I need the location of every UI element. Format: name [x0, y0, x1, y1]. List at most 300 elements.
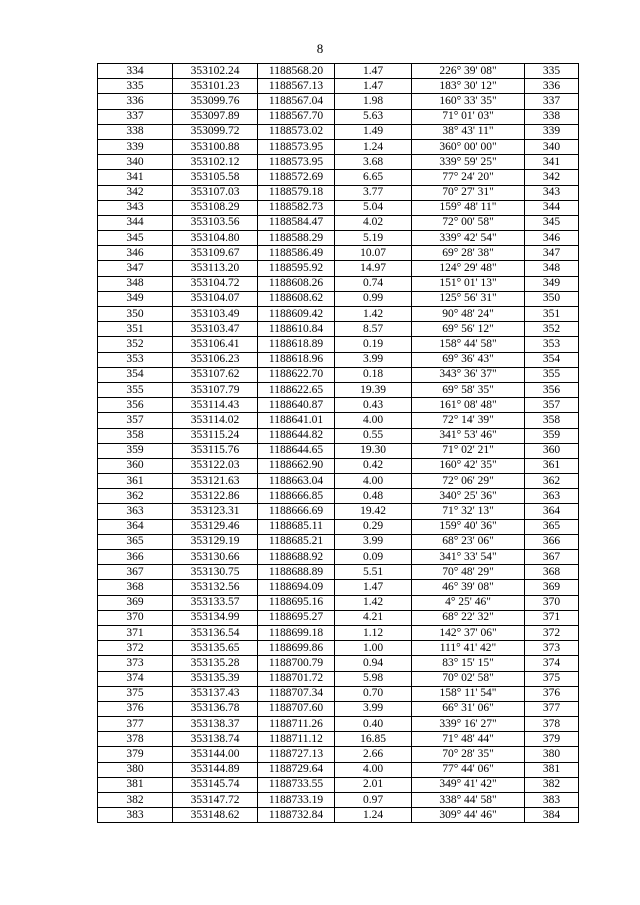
table-row — [98, 808, 579, 823]
bearing-cell: 69° 36' 43" — [412, 352, 525, 367]
x-coordinate-cell: 353107.62 — [173, 367, 258, 382]
bearing-cell: 71° 32' 13" — [412, 504, 525, 519]
distance-cell: 0.48 — [335, 489, 412, 504]
table-row — [98, 458, 579, 473]
next-point-cell: 368 — [525, 565, 579, 580]
y-coordinate-cell: 1188727.13 — [258, 747, 335, 762]
distance-cell: 0.55 — [335, 428, 412, 443]
x-coordinate-cell: 353133.57 — [173, 595, 258, 610]
x-coordinate-cell: 353129.46 — [173, 519, 258, 534]
table-row — [98, 717, 579, 732]
point-number-cell: 369 — [98, 595, 173, 610]
table-row — [98, 641, 579, 656]
table-row — [98, 413, 579, 428]
x-coordinate-cell: 353108.29 — [173, 200, 258, 215]
y-coordinate-cell: 1188641.01 — [258, 413, 335, 428]
distance-cell: 1.42 — [335, 307, 412, 322]
point-number-cell: 367 — [98, 565, 173, 580]
y-coordinate-cell: 1188588.29 — [258, 231, 335, 246]
x-coordinate-cell: 353130.75 — [173, 565, 258, 580]
distance-cell: 3.99 — [335, 352, 412, 367]
y-coordinate-cell: 1188568.20 — [258, 64, 335, 79]
x-coordinate-cell: 353113.20 — [173, 261, 258, 276]
next-point-cell: 339 — [525, 124, 579, 139]
distance-cell: 1.47 — [335, 580, 412, 595]
next-point-cell: 369 — [525, 580, 579, 595]
point-number-cell: 368 — [98, 580, 173, 595]
bearing-cell: 339° 59' 25" — [412, 155, 525, 170]
table-row — [98, 337, 579, 352]
point-number-cell: 375 — [98, 686, 173, 701]
x-coordinate-cell: 353104.07 — [173, 291, 258, 306]
y-coordinate-cell: 1188666.69 — [258, 504, 335, 519]
point-number-cell: 380 — [98, 762, 173, 777]
bearing-cell: 69° 56' 12" — [412, 322, 525, 337]
point-number-cell: 365 — [98, 534, 173, 549]
distance-cell: 0.94 — [335, 656, 412, 671]
distance-cell: 14.97 — [335, 261, 412, 276]
bearing-cell: 72° 14' 39" — [412, 413, 525, 428]
table-row — [98, 155, 579, 170]
x-coordinate-cell: 353147.72 — [173, 793, 258, 808]
table-row — [98, 307, 579, 322]
point-number-cell: 366 — [98, 550, 173, 565]
bearing-cell: 339° 42' 54" — [412, 231, 525, 246]
point-number-cell: 373 — [98, 656, 173, 671]
table-row — [98, 291, 579, 306]
distance-cell: 4.00 — [335, 474, 412, 489]
table-row — [98, 671, 579, 686]
x-coordinate-cell: 353104.80 — [173, 231, 258, 246]
point-number-cell: 364 — [98, 519, 173, 534]
x-coordinate-cell: 353144.89 — [173, 762, 258, 777]
bearing-cell: 68° 23' 06" — [412, 534, 525, 549]
table-row — [98, 625, 579, 640]
table-row — [98, 550, 579, 565]
x-coordinate-cell: 353105.58 — [173, 170, 258, 185]
x-coordinate-cell: 353144.00 — [173, 747, 258, 762]
bearing-cell: 77° 24' 20" — [412, 170, 525, 185]
distance-cell: 1.98 — [335, 94, 412, 109]
point-number-cell: 372 — [98, 641, 173, 656]
next-point-cell: 363 — [525, 489, 579, 504]
table-row — [98, 474, 579, 489]
point-number-cell: 383 — [98, 808, 173, 823]
x-coordinate-cell: 353106.23 — [173, 352, 258, 367]
distance-cell: 3.99 — [335, 701, 412, 716]
bearing-cell: 340° 25' 36" — [412, 489, 525, 504]
y-coordinate-cell: 1188688.92 — [258, 550, 335, 565]
y-coordinate-cell: 1188608.26 — [258, 276, 335, 291]
bearing-cell: 343° 36' 37" — [412, 367, 525, 382]
bearing-cell: 111° 41' 42" — [412, 641, 525, 656]
point-number-cell: 341 — [98, 170, 173, 185]
y-coordinate-cell: 1188608.62 — [258, 291, 335, 306]
point-number-cell: 353 — [98, 352, 173, 367]
next-point-cell: 359 — [525, 428, 579, 443]
distance-cell: 1.47 — [335, 64, 412, 79]
next-point-cell: 364 — [525, 504, 579, 519]
coordinates-table — [97, 63, 579, 823]
y-coordinate-cell: 1188701.72 — [258, 671, 335, 686]
y-coordinate-cell: 1188663.04 — [258, 474, 335, 489]
bearing-cell: 183° 30' 12" — [412, 79, 525, 94]
bearing-cell: 159° 48' 11" — [412, 200, 525, 215]
distance-cell: 1.24 — [335, 808, 412, 823]
point-number-cell: 360 — [98, 458, 173, 473]
distance-cell: 0.42 — [335, 458, 412, 473]
table-row — [98, 382, 579, 397]
y-coordinate-cell: 1188685.21 — [258, 534, 335, 549]
distance-cell: 4.21 — [335, 610, 412, 625]
distance-cell: 10.07 — [335, 246, 412, 261]
bearing-cell: 69° 58' 35" — [412, 382, 525, 397]
next-point-cell: 350 — [525, 291, 579, 306]
x-coordinate-cell: 353123.31 — [173, 504, 258, 519]
distance-cell: 4.02 — [335, 215, 412, 230]
point-number-cell: 342 — [98, 185, 173, 200]
bearing-cell: 341° 33' 54" — [412, 550, 525, 565]
next-point-cell: 374 — [525, 656, 579, 671]
point-number-cell: 370 — [98, 610, 173, 625]
distance-cell: 0.40 — [335, 717, 412, 732]
next-point-cell: 361 — [525, 458, 579, 473]
bearing-cell: 68° 22' 32" — [412, 610, 525, 625]
y-coordinate-cell: 1188694.09 — [258, 580, 335, 595]
next-point-cell: 348 — [525, 261, 579, 276]
bearing-cell: 46° 39' 08" — [412, 580, 525, 595]
next-point-cell: 342 — [525, 170, 579, 185]
coordinates-table-body — [98, 64, 579, 823]
distance-cell: 0.18 — [335, 367, 412, 382]
bearing-cell: 338° 44' 58" — [412, 793, 525, 808]
point-number-cell: 361 — [98, 474, 173, 489]
next-point-cell: 360 — [525, 443, 579, 458]
table-row — [98, 109, 579, 124]
x-coordinate-cell: 353114.02 — [173, 413, 258, 428]
distance-cell: 1.47 — [335, 79, 412, 94]
bearing-cell: 360° 00' 00" — [412, 139, 525, 154]
x-coordinate-cell: 353102.12 — [173, 155, 258, 170]
x-coordinate-cell: 353129.19 — [173, 534, 258, 549]
bearing-cell: 90° 48' 24" — [412, 307, 525, 322]
table-row — [98, 124, 579, 139]
table-row — [98, 595, 579, 610]
y-coordinate-cell: 1188729.64 — [258, 762, 335, 777]
point-number-cell: 338 — [98, 124, 173, 139]
bearing-cell: 158° 44' 58" — [412, 337, 525, 352]
y-coordinate-cell: 1188666.85 — [258, 489, 335, 504]
y-coordinate-cell: 1188711.26 — [258, 717, 335, 732]
distance-cell: 5.98 — [335, 671, 412, 686]
distance-cell: 5.51 — [335, 565, 412, 580]
table-row — [98, 793, 579, 808]
next-point-cell: 376 — [525, 686, 579, 701]
bearing-cell: 83° 15' 15" — [412, 656, 525, 671]
x-coordinate-cell: 353136.54 — [173, 625, 258, 640]
table-row — [98, 701, 579, 716]
table-row — [98, 747, 579, 762]
table-row — [98, 519, 579, 534]
point-number-cell: 377 — [98, 717, 173, 732]
point-number-cell: 357 — [98, 413, 173, 428]
y-coordinate-cell: 1188688.89 — [258, 565, 335, 580]
x-coordinate-cell: 353135.28 — [173, 656, 258, 671]
point-number-cell: 345 — [98, 231, 173, 246]
next-point-cell: 349 — [525, 276, 579, 291]
y-coordinate-cell: 1188573.95 — [258, 155, 335, 170]
point-number-cell: 343 — [98, 200, 173, 215]
point-number-cell: 334 — [98, 64, 173, 79]
x-coordinate-cell: 353100.88 — [173, 139, 258, 154]
next-point-cell: 367 — [525, 550, 579, 565]
next-point-cell: 382 — [525, 777, 579, 792]
next-point-cell: 357 — [525, 398, 579, 413]
bearing-cell: 339° 16' 27" — [412, 717, 525, 732]
x-coordinate-cell: 353134.99 — [173, 610, 258, 625]
x-coordinate-cell: 353132.56 — [173, 580, 258, 595]
point-number-cell: 354 — [98, 367, 173, 382]
next-point-cell: 352 — [525, 322, 579, 337]
bearing-cell: 161° 08' 48" — [412, 398, 525, 413]
distance-cell: 19.42 — [335, 504, 412, 519]
next-point-cell: 341 — [525, 155, 579, 170]
y-coordinate-cell: 1188662.90 — [258, 458, 335, 473]
x-coordinate-cell: 353135.39 — [173, 671, 258, 686]
table-row — [98, 428, 579, 443]
x-coordinate-cell: 353103.49 — [173, 307, 258, 322]
bearing-cell: 159° 40' 36" — [412, 519, 525, 534]
table-row — [98, 185, 579, 200]
point-number-cell: 371 — [98, 625, 173, 640]
point-number-cell: 358 — [98, 428, 173, 443]
point-number-cell: 359 — [98, 443, 173, 458]
y-coordinate-cell: 1188644.65 — [258, 443, 335, 458]
bearing-cell: 70° 02' 58" — [412, 671, 525, 686]
distance-cell: 6.65 — [335, 170, 412, 185]
bearing-cell: 341° 53' 46" — [412, 428, 525, 443]
bearing-cell: 125° 56' 31" — [412, 291, 525, 306]
bearing-cell: 71° 01' 03" — [412, 109, 525, 124]
x-coordinate-cell: 353107.03 — [173, 185, 258, 200]
x-coordinate-cell: 353135.65 — [173, 641, 258, 656]
distance-cell: 0.09 — [335, 550, 412, 565]
y-coordinate-cell: 1188707.60 — [258, 701, 335, 716]
x-coordinate-cell: 353122.03 — [173, 458, 258, 473]
next-point-cell: 346 — [525, 231, 579, 246]
bearing-cell: 4° 25' 46" — [412, 595, 525, 610]
next-point-cell: 362 — [525, 474, 579, 489]
y-coordinate-cell: 1188707.34 — [258, 686, 335, 701]
bearing-cell: 69° 28' 38" — [412, 246, 525, 261]
distance-cell: 8.57 — [335, 322, 412, 337]
next-point-cell: 372 — [525, 625, 579, 640]
y-coordinate-cell: 1188640.87 — [258, 398, 335, 413]
next-point-cell: 345 — [525, 215, 579, 230]
x-coordinate-cell: 353122.86 — [173, 489, 258, 504]
distance-cell: 16.85 — [335, 732, 412, 747]
x-coordinate-cell: 353115.24 — [173, 428, 258, 443]
bearing-cell: 72° 06' 29" — [412, 474, 525, 489]
distance-cell: 4.00 — [335, 762, 412, 777]
x-coordinate-cell: 353121.63 — [173, 474, 258, 489]
bearing-cell: 71° 02' 21" — [412, 443, 525, 458]
x-coordinate-cell: 353109.67 — [173, 246, 258, 261]
bearing-cell: 66° 31' 06" — [412, 701, 525, 716]
x-coordinate-cell: 353138.74 — [173, 732, 258, 747]
x-coordinate-cell: 353115.76 — [173, 443, 258, 458]
distance-cell: 3.68 — [335, 155, 412, 170]
page-number: 8 — [316, 41, 324, 56]
table-row — [98, 656, 579, 671]
distance-cell: 0.99 — [335, 291, 412, 306]
table-row — [98, 762, 579, 777]
point-number-cell: 351 — [98, 322, 173, 337]
table-row — [98, 200, 579, 215]
point-number-cell: 356 — [98, 398, 173, 413]
table-row — [98, 352, 579, 367]
bearing-cell: 158° 11' 54" — [412, 686, 525, 701]
table-row — [98, 580, 579, 595]
y-coordinate-cell: 1188573.02 — [258, 124, 335, 139]
table-row — [98, 398, 579, 413]
bearing-cell: 38° 43' 11" — [412, 124, 525, 139]
bearing-cell: 71° 48' 44" — [412, 732, 525, 747]
point-number-cell: 346 — [98, 246, 173, 261]
next-point-cell: 351 — [525, 307, 579, 322]
distance-cell: 5.19 — [335, 231, 412, 246]
x-coordinate-cell: 353148.62 — [173, 808, 258, 823]
next-point-cell: 380 — [525, 747, 579, 762]
distance-cell: 19.30 — [335, 443, 412, 458]
distance-cell: 5.04 — [335, 200, 412, 215]
y-coordinate-cell: 1188582.73 — [258, 200, 335, 215]
next-point-cell: 356 — [525, 382, 579, 397]
x-coordinate-cell: 353107.79 — [173, 382, 258, 397]
bearing-cell: 226° 39' 08" — [412, 64, 525, 79]
x-coordinate-cell: 353099.76 — [173, 94, 258, 109]
point-number-cell: 349 — [98, 291, 173, 306]
bearing-cell: 309° 44' 46" — [412, 808, 525, 823]
table-row — [98, 565, 579, 580]
point-number-cell: 382 — [98, 793, 173, 808]
table-row — [98, 215, 579, 230]
y-coordinate-cell: 1188622.70 — [258, 367, 335, 382]
x-coordinate-cell: 353103.56 — [173, 215, 258, 230]
x-coordinate-cell: 353102.24 — [173, 64, 258, 79]
y-coordinate-cell: 1188695.16 — [258, 595, 335, 610]
y-coordinate-cell: 1188699.18 — [258, 625, 335, 640]
x-coordinate-cell: 353130.66 — [173, 550, 258, 565]
distance-cell: 1.24 — [335, 139, 412, 154]
distance-cell: 1.42 — [335, 595, 412, 610]
x-coordinate-cell: 353138.37 — [173, 717, 258, 732]
point-number-cell: 337 — [98, 109, 173, 124]
distance-cell: 0.97 — [335, 793, 412, 808]
bearing-cell: 124° 29' 48" — [412, 261, 525, 276]
point-number-cell: 381 — [98, 777, 173, 792]
x-coordinate-cell: 353097.89 — [173, 109, 258, 124]
point-number-cell: 362 — [98, 489, 173, 504]
distance-cell: 19.39 — [335, 382, 412, 397]
next-point-cell: 353 — [525, 337, 579, 352]
next-point-cell: 354 — [525, 352, 579, 367]
point-number-cell: 352 — [98, 337, 173, 352]
table-row — [98, 367, 579, 382]
next-point-cell: 344 — [525, 200, 579, 215]
y-coordinate-cell: 1188732.84 — [258, 808, 335, 823]
point-number-cell: 363 — [98, 504, 173, 519]
next-point-cell: 343 — [525, 185, 579, 200]
next-point-cell: 370 — [525, 595, 579, 610]
next-point-cell: 378 — [525, 717, 579, 732]
y-coordinate-cell: 1188567.13 — [258, 79, 335, 94]
next-point-cell: 375 — [525, 671, 579, 686]
bearing-cell: 72° 00' 58" — [412, 215, 525, 230]
y-coordinate-cell: 1188567.04 — [258, 94, 335, 109]
point-number-cell: 378 — [98, 732, 173, 747]
next-point-cell: 381 — [525, 762, 579, 777]
table-row — [98, 732, 579, 747]
y-coordinate-cell: 1188586.49 — [258, 246, 335, 261]
bearing-cell: 160° 42' 35" — [412, 458, 525, 473]
bearing-cell: 77° 44' 06" — [412, 762, 525, 777]
next-point-cell: 384 — [525, 808, 579, 823]
distance-cell: 0.43 — [335, 398, 412, 413]
bearing-cell: 349° 41' 42" — [412, 777, 525, 792]
table-row — [98, 246, 579, 261]
next-point-cell: 340 — [525, 139, 579, 154]
distance-cell: 2.66 — [335, 747, 412, 762]
y-coordinate-cell: 1188567.70 — [258, 109, 335, 124]
point-number-cell: 344 — [98, 215, 173, 230]
x-coordinate-cell: 353145.74 — [173, 777, 258, 792]
next-point-cell: 366 — [525, 534, 579, 549]
next-point-cell: 365 — [525, 519, 579, 534]
y-coordinate-cell: 1188644.82 — [258, 428, 335, 443]
bearing-cell: 142° 37' 06" — [412, 625, 525, 640]
distance-cell: 1.49 — [335, 124, 412, 139]
distance-cell: 0.19 — [335, 337, 412, 352]
next-point-cell: 379 — [525, 732, 579, 747]
x-coordinate-cell: 353099.72 — [173, 124, 258, 139]
table-row — [98, 64, 579, 79]
point-number-cell: 339 — [98, 139, 173, 154]
y-coordinate-cell: 1188733.55 — [258, 777, 335, 792]
next-point-cell: 373 — [525, 641, 579, 656]
table-row — [98, 322, 579, 337]
next-point-cell: 347 — [525, 246, 579, 261]
table-row — [98, 504, 579, 519]
table-row — [98, 276, 579, 291]
point-number-cell: 335 — [98, 79, 173, 94]
distance-cell: 1.00 — [335, 641, 412, 656]
distance-cell: 3.99 — [335, 534, 412, 549]
next-point-cell: 335 — [525, 64, 579, 79]
next-point-cell: 336 — [525, 79, 579, 94]
point-number-cell: 340 — [98, 155, 173, 170]
point-number-cell: 355 — [98, 382, 173, 397]
table-row — [98, 261, 579, 276]
y-coordinate-cell: 1188618.89 — [258, 337, 335, 352]
y-coordinate-cell: 1188618.96 — [258, 352, 335, 367]
y-coordinate-cell: 1188573.95 — [258, 139, 335, 154]
x-coordinate-cell: 353114.43 — [173, 398, 258, 413]
table-row — [98, 777, 579, 792]
point-number-cell: 348 — [98, 276, 173, 291]
table-row — [98, 610, 579, 625]
distance-cell: 4.00 — [335, 413, 412, 428]
